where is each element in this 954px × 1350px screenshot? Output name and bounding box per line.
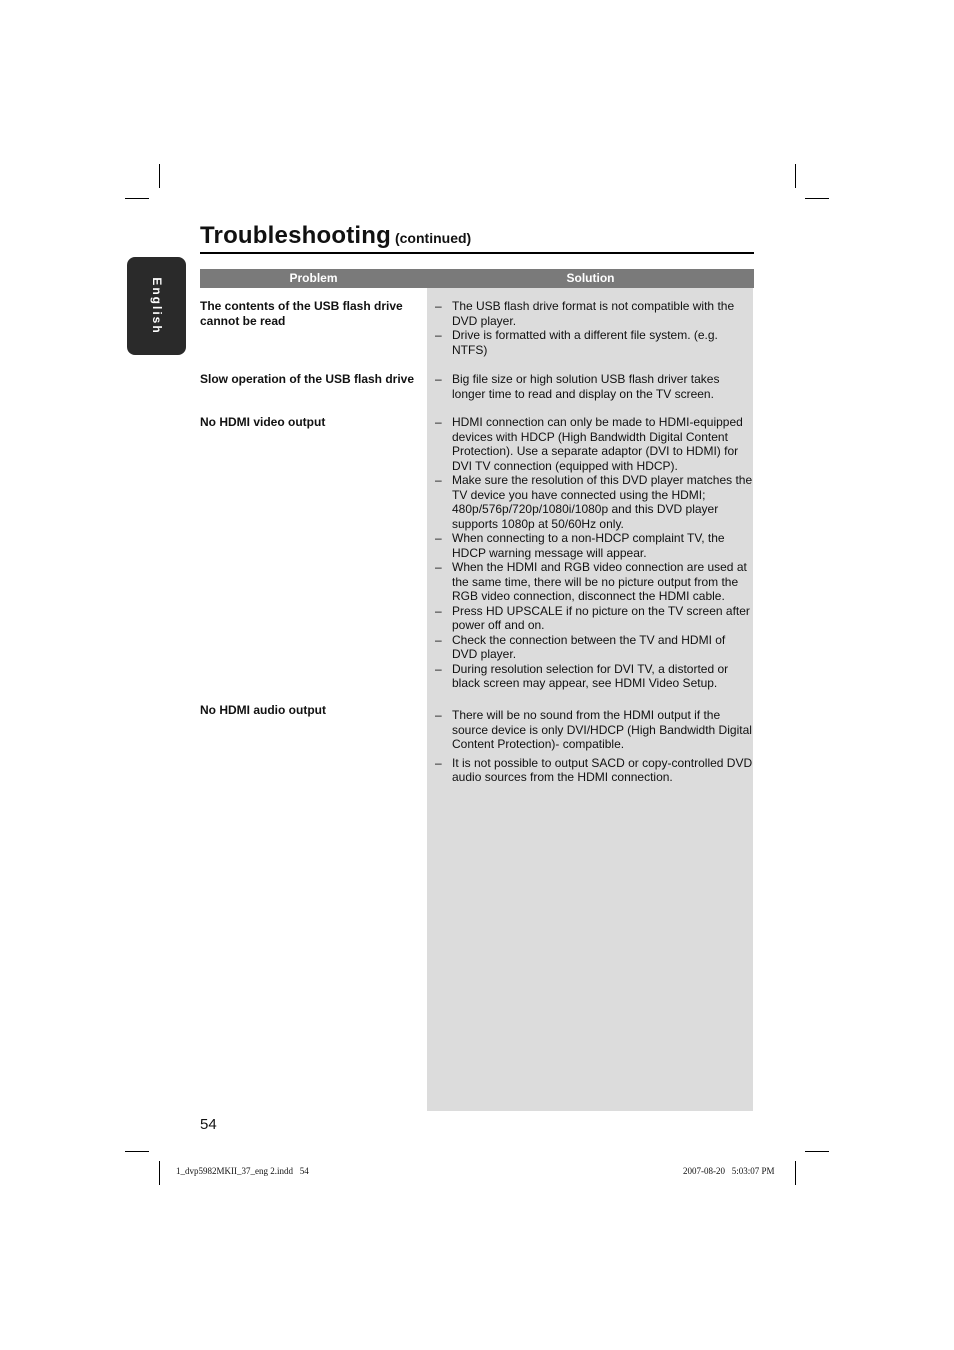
- crop-mark: [805, 1151, 829, 1152]
- footer-file-name: 1_dvp5982MKII_37_eng 2.indd 54: [176, 1166, 309, 1176]
- crop-mark: [159, 1161, 160, 1185]
- header-problem: Problem: [289, 271, 338, 285]
- language-tab-label: English: [149, 277, 164, 335]
- crop-mark: [159, 164, 160, 188]
- footer-timestamp: 2007-08-20 5:03:07 PM: [683, 1166, 775, 1176]
- solution-item: – Big file size or high solution USB flash driver takes longer time to read and display on the TV screen.: [435, 372, 753, 401]
- solution-list-no-hdmi-video: [435, 415, 753, 691]
- table-header: [200, 269, 754, 288]
- solution-list-usb-slow: [435, 372, 753, 401]
- title-main: Troubleshooting: [200, 222, 391, 249]
- solution-item: – Press HD UPSCALE if no picture on the TV screen after power off and on.: [435, 604, 753, 633]
- solution-column-background: [427, 288, 753, 1111]
- solution-list-no-hdmi-audio: [435, 708, 753, 789]
- header-solution: Solution: [566, 271, 615, 285]
- crop-mark: [795, 164, 796, 188]
- solution-item: – The USB flash drive format is not compatible with the DVD player.: [435, 299, 753, 328]
- crop-mark: [125, 1151, 149, 1152]
- crop-mark: [805, 198, 829, 199]
- problem-no-hdmi-video: No HDMI video output: [200, 415, 326, 429]
- solution-item: – During resolution selection for DVI TV, a distorted or black screen may appear, see HDMI Video Setup.: [435, 662, 753, 691]
- solution-item: – It is not possible to output SACD or copy-controlled DVD audio sources from the HDMI connection.: [435, 756, 753, 785]
- solution-item: – Drive is formatted with a different file system. (e.g. NTFS): [435, 328, 753, 357]
- title-subtitle: (continued): [394, 230, 472, 246]
- page-number: 54: [200, 1116, 217, 1133]
- solution-item: – When the HDMI and RGB video connection are used at the same time, there will be no picture output from the RGB video connection, disconnect the HDMI cable.: [435, 560, 753, 604]
- solution-item: – Make sure the resolution of this DVD player matches the TV device you have connected using the HDMI; 480p/576p/720p/1080i/1080p and this DVD player supports 1080p at 50/60Hz only.: [435, 473, 753, 531]
- solution-list-usb-unreadable: [435, 299, 753, 357]
- problem-usb-unreadable: The contents of the USB flash drive cannot be read: [200, 299, 403, 328]
- language-tab: [127, 257, 186, 355]
- problem-no-hdmi-audio: No HDMI audio output: [200, 703, 326, 717]
- solution-item: – When connecting to a non-HDCP complaint TV, the HDCP warning message will appear.: [435, 531, 753, 560]
- solution-item: – There will be no sound from the HDMI output if the source device is only DVI/HDCP (High Bandwidth Digital Content Protection)- compatible.: [435, 708, 753, 752]
- crop-mark: [795, 1161, 796, 1185]
- solution-item: – Check the connection between the TV and HDMI of DVD player.: [435, 633, 753, 662]
- crop-mark: [125, 198, 149, 199]
- page-title: [200, 222, 754, 254]
- solution-item: – HDMI connection can only be made to HDMI-equipped devices with HDCP (High Bandwidth Digital Content Protection). Use a separate adaptor (DVI to HDMI) for DVI TV connection (equipped with HDCP).: [435, 415, 753, 473]
- problem-usb-slow: Slow operation of the USB flash drive: [200, 372, 415, 386]
